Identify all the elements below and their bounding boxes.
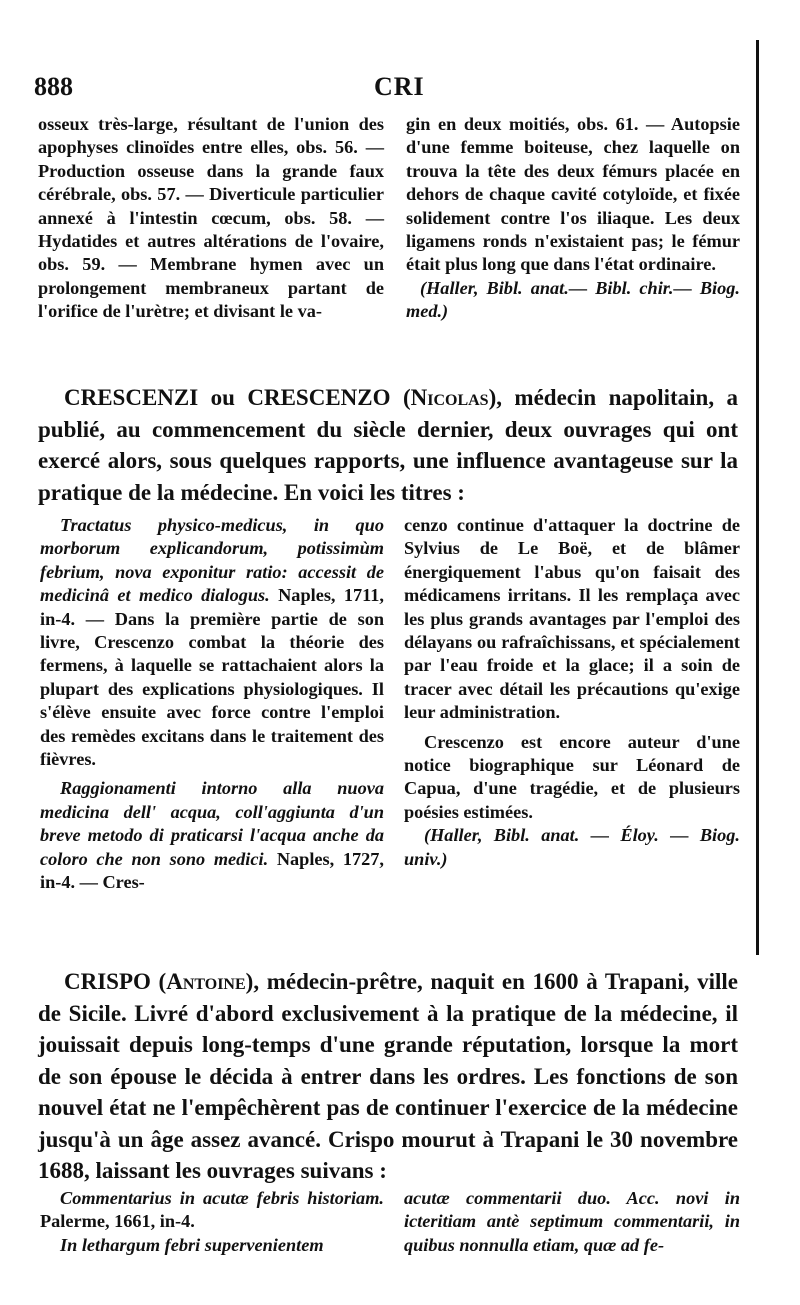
crispo-intro — [38, 966, 738, 1187]
crescenzi-text-1: Naples, 1711, in-4. — Dans la première partie de son livre, Crescenzo combat la théorie des fermens, à laquelle se rattachaient alors la plupart des explications physiologiques. Il s'élève ensuite avec force contre l'emploi des remèdes excitans dans le traitement des fièvres. — [40, 585, 384, 770]
crispo-intro-text: , médecin-prêtre, naquit en 1600 à Trapani, ville de Sicile. Livré d'abord exclusivement à la pratique de la médecine, il jouissait depuis long-temps d'une grande réputation, lorsque la mort de son épouse le décida à entrer dans les ordres. Les fonctions de son nouvel état ne l'empêchèrent pas de continuer l'exercice de la médecine jusqu'à un âge assez avancé. Crispo mourut à Trapani le 30 novembre 1688, laissant les ouvrages suivans : — [38, 969, 738, 1183]
crispo-right-title: acutæ commentarii duo. Acc. novi in icteritiam antè septimum commentarii, in quibus nonnulla etiam, quæ ad fe- — [404, 1188, 740, 1255]
running-head — [34, 72, 730, 106]
top-right-text: gin en deux moitiés, obs. 61. — Autopsie d'une femme boiteuse, chez laquelle on trouva la tête des deux fémurs placée en dehors de chaque cavité cotyloïde, et fixée solidement contre l'os iliaque. Les deux ligamens ronds n'existaient pas; le fémur était plus long que dans l'état ordinaire. — [406, 114, 740, 275]
crispo-right-column — [404, 1187, 740, 1257]
crescenzi-title-2: Raggionamenti intorno alla nuova medicina dell' acqua, coll'aggiunta d'un breve metodo di praticarsi l'acqua anche da coloro che non sono medici. — [40, 778, 384, 869]
top-left-text: osseux très-large, résultant de l'union des apophyses clinoïdes entre elles, obs. 56. — Production osseuse dans la grande faux cérébrale, obs. 57. — Diverticule particulier annexé à l'intestin cœcum, obs. 58. — Hydatides et autres altérations de l'ovaire, obs. 59. — Membrane hymen avec un prolongement membraneux partant de l'orifice de l'urètre; et divisant le va- — [38, 114, 384, 322]
crescenzi-left-column — [40, 514, 384, 895]
crispo-title-1: Commentarius in acutæ febris historiam. — [60, 1188, 384, 1208]
top-right-column — [406, 113, 740, 324]
page-edge-rule — [756, 40, 759, 955]
crescenzi-work-2 — [40, 777, 384, 894]
crescenzi-work-1 — [40, 514, 384, 771]
crescenzi-intro — [38, 382, 738, 508]
crescenzi-right-column — [404, 514, 740, 871]
page-number: 888 — [34, 72, 73, 101]
crispo-title-2: In lethargum febri supervenientem — [60, 1234, 324, 1255]
crescenzi-title-1: Tractatus physico-medicus, in quo morborum explicandorum, potissimùm febrium, nova exponitur ratio: accessit de medicinâ et medico dialogus. — [40, 515, 384, 606]
crispo-forename: (Antoine) — [158, 969, 254, 994]
crispo-work-1 — [40, 1187, 384, 1234]
crescenzi-intro-text: , médecin napolitain, a publié, au commencement du siècle dernier, deux ouvrages qui ont exercé alors, sous quelques rapports, une influence avantageuse sur la pratique de la médecine. En voici les titres : — [38, 385, 739, 505]
top-right-references: (Haller, Bibl. anat.— Bibl. chir.— Biog. med.) — [406, 277, 740, 322]
crescenzi-right-text-2: Crescenzo est encore auteur d'une notice biographique sur Léonard de Capua, d'une tragédie, et de plusieurs poésies estimées. — [404, 731, 740, 822]
crispo-text-1: Palerme, 1661, in-4. — [40, 1211, 195, 1232]
crispo-name: CRISPO — [64, 969, 151, 994]
crescenzi-name: CRESCENZI ou CRESCENZO — [64, 385, 391, 410]
top-left-column — [38, 113, 384, 324]
crescenzi-text-2: Naples, 1727, in-4. — Cres- — [40, 848, 384, 893]
crescenzi-forename: (Nicolas) — [402, 385, 497, 410]
crescenzi-references: (Haller, Bibl. anat. — Éloy. — Biog. univ.) — [404, 825, 740, 869]
crescenzi-right-text-1: cenzo continue d'attaquer la doctrine de Sylvius de Le Boë, et de blâmer énergiquement l'abus qu'on faisait des médicamens irritans. Il les remplaça avec les plus grands avantages par l'emploi des délayans ou rafraîchissans, et spécialement par l'eau froide et la glace; il a soin de tracer avec détail les précautions qu'exige leur administration. — [404, 515, 740, 723]
crispo-left-column — [40, 1187, 384, 1257]
head-word: CRI — [374, 72, 425, 101]
